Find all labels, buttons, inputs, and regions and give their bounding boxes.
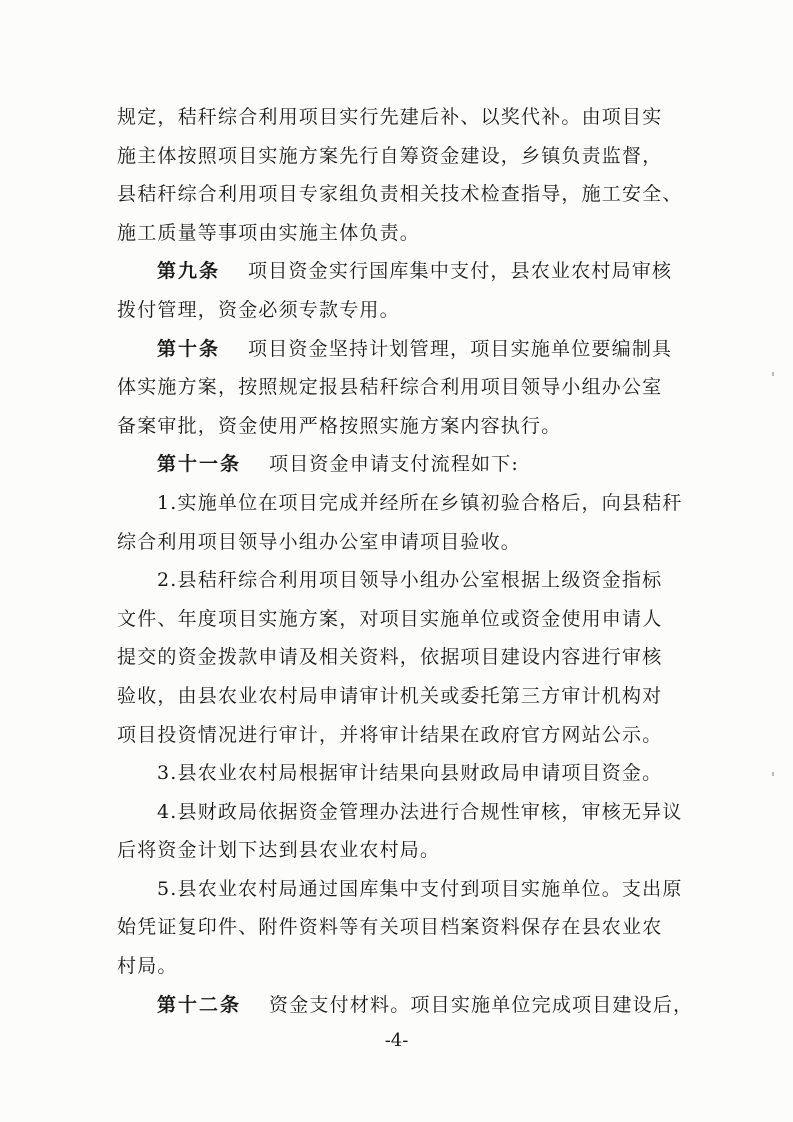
- article-11-heading: 第十一条: [157, 453, 242, 476]
- text-line: 拨付管理，资金必须专款专用。: [117, 298, 400, 321]
- text-line: 备案审批，资金使用严格按照实施方案内容执行。: [117, 414, 562, 437]
- text-line: 后将资金计划下达到县农业农村局。: [117, 839, 441, 862]
- text-line: 提交的资金拨款申请及相关资料，依据项目建设内容进行审核: [117, 646, 663, 669]
- text-line: 1.实施单位在项目完成并经所在乡镇初验合格后，向县秸秆: [157, 491, 683, 514]
- text-line: 资金支付材料。项目实施单位完成项目建设后，: [269, 993, 694, 1016]
- text-line: 项目资金申请支付流程如下:: [269, 453, 520, 476]
- text-line: 体实施方案，按照规定报县秸秆综合利用项目领导小组办公室: [117, 376, 663, 399]
- article-12-heading: 第十二条: [157, 993, 242, 1016]
- text-line: 文件、年度项目实施方案，对项目实施单位或资金使用申请人: [117, 607, 663, 630]
- text-line: 项目资金坚持计划管理，项目实施单位要编制具: [248, 337, 673, 360]
- text-line: 始凭证复印件、附件资料等有关项目档案资料保存在县农业农: [117, 916, 663, 939]
- page-number: -4-: [384, 1030, 409, 1051]
- text-line: 规定，秸秆综合利用项目实行先建后补、以奖代补。由项目实: [117, 106, 663, 128]
- document-body: [117, 98, 707, 1024]
- text-line: 验收，由县农业农村局申请审计机关或委托第三方审计机构对: [117, 684, 663, 707]
- article-10-first-line: [117, 330, 707, 369]
- article-9-first-line: [117, 252, 707, 291]
- text-line: 村局。: [117, 955, 178, 978]
- text-line: 4.县财政局依据资金管理办法进行合规性审核，审核无异议: [157, 800, 683, 823]
- scan-speck: [772, 772, 774, 776]
- text-line: 综合利用项目领导小组办公室申请项目验收。: [117, 530, 522, 553]
- text-line: 县秸秆综合利用项目专家组负责相关技术检查指导，施工安全、: [117, 183, 683, 206]
- text-line: 5.县农业农村局通过国库集中支付到项目实施单位。支出原: [157, 877, 683, 900]
- article-9-heading: 第九条: [157, 260, 221, 283]
- text-line: 3.县农业农村局根据审计结果向县财政局申请项目资金。: [157, 762, 663, 785]
- article-11-first-line: [117, 445, 707, 484]
- article-10-heading: 第十条: [157, 337, 221, 360]
- text-line: 项目资金实行国库集中支付，县农业农村局审核: [248, 260, 673, 283]
- text-line: 施工质量等事项由实施主体负责。: [117, 221, 421, 244]
- text-line: 项目投资情况进行审计，并将审计结果在政府官方网站公示。: [117, 723, 663, 746]
- scan-speck: [772, 372, 774, 376]
- article-12-first-line: [117, 986, 707, 1025]
- text-line: 2.县秸秆综合利用项目领导小组办公室根据上级资金指标: [157, 569, 663, 592]
- text-line: 施主体按照项目实施方案先行自筹资金建设，乡镇负责监督，: [117, 144, 663, 167]
